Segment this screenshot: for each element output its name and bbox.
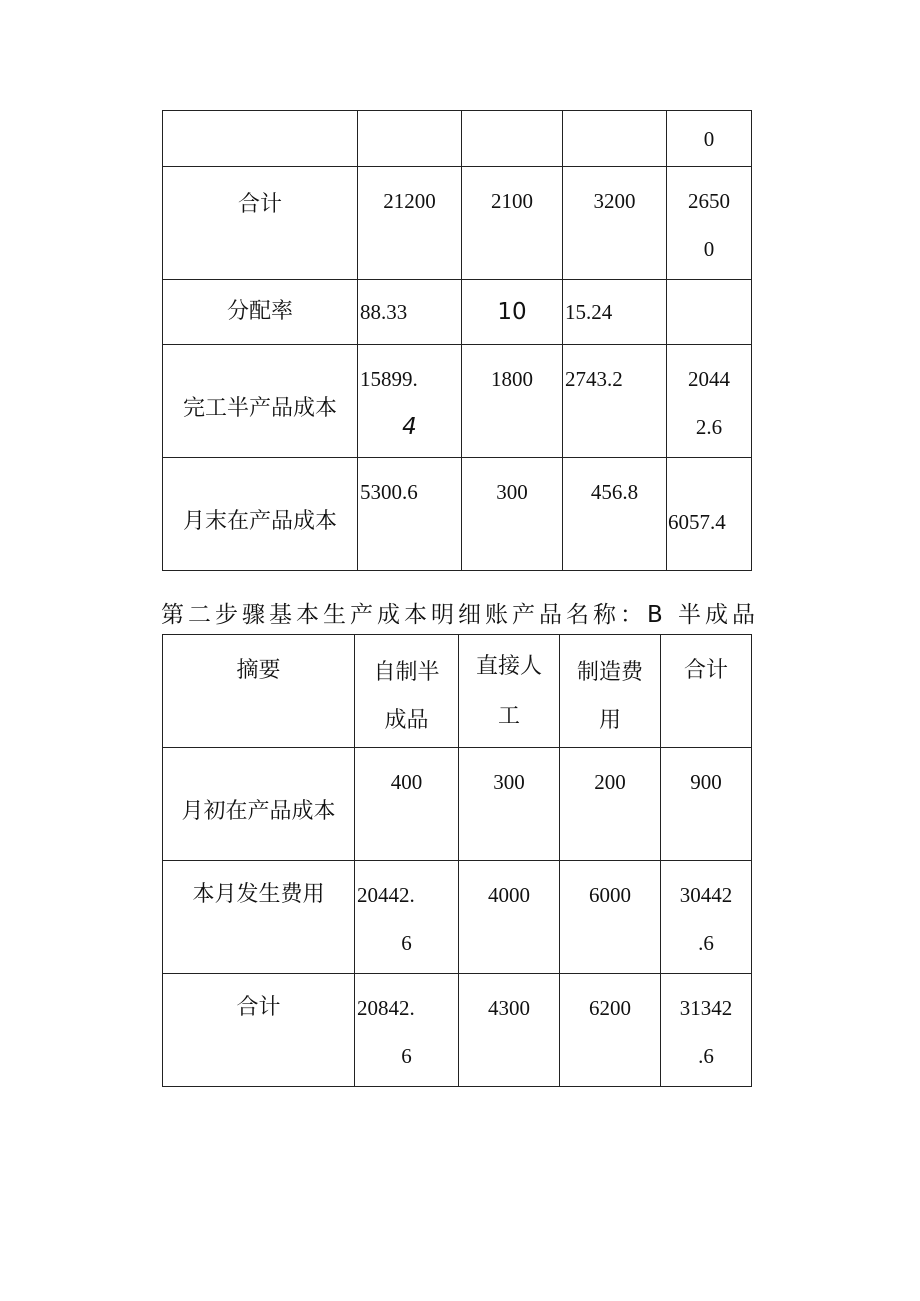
table-header-row <box>163 635 752 748</box>
table-cell: 88.33 <box>358 280 462 345</box>
table-cell: 20442. 6 <box>355 861 459 974</box>
table-cell: 2743.2 <box>563 345 667 458</box>
header-cell: 直接人 工 <box>459 635 560 748</box>
section-caption: 第二步骤基本生产成本明细账产品名称：B 半成品 <box>160 602 760 628</box>
table-cell: 6057.4 <box>667 458 752 571</box>
header-cell: 制造费 用 <box>560 635 661 748</box>
table-cell <box>462 111 563 167</box>
table-cell: 31342 .6 <box>661 974 752 1087</box>
table-cell: 20842. 6 <box>355 974 459 1087</box>
table-cell: 2650 0 <box>667 167 752 280</box>
table-row <box>163 458 752 571</box>
table-cell: 合计 <box>163 167 358 280</box>
table-cell: 6000 <box>560 861 661 974</box>
table-cell: 15.24 <box>563 280 667 345</box>
table-cell: 30442 .6 <box>661 861 752 974</box>
table-cell: 2100 <box>462 167 563 280</box>
cost-table-step2 <box>162 634 752 1087</box>
table-cell: 1800 <box>462 345 563 458</box>
table-row <box>163 974 752 1087</box>
table-row <box>163 111 752 167</box>
table-cell: 合计 <box>163 974 355 1087</box>
table-cell: 456.8 <box>563 458 667 571</box>
table-cell: 300 <box>459 748 560 861</box>
table-cell: 300 <box>462 458 563 571</box>
table-cell: 0 <box>667 111 752 167</box>
table-cell: 2044 2.6 <box>667 345 752 458</box>
table-cell: 5300.6 <box>358 458 462 571</box>
table-cell: 21200 <box>358 167 462 280</box>
table-cell: 4000 <box>459 861 560 974</box>
table-row <box>163 861 752 974</box>
cost-table-step1 <box>162 110 752 571</box>
table-cell: 400 <box>355 748 459 861</box>
table-cell: 月末在产品成本 <box>163 458 358 571</box>
table-cell: 分配率 <box>163 280 358 345</box>
header-cell: 合计 <box>661 635 752 748</box>
table-cell: 200 <box>560 748 661 861</box>
table-cell: 10 <box>462 280 563 345</box>
table-cell: 15899. 4 <box>358 345 462 458</box>
header-cell: 摘要 <box>163 635 355 748</box>
table-cell: 6200 <box>560 974 661 1087</box>
table-row <box>163 748 752 861</box>
table-cell: 完工半产品成本 <box>163 345 358 458</box>
header-cell: 自制半 成品 <box>355 635 459 748</box>
table-row <box>163 167 752 280</box>
table-cell: 900 <box>661 748 752 861</box>
table-cell <box>163 111 358 167</box>
table-cell <box>563 111 667 167</box>
table-row <box>163 345 752 458</box>
table-cell <box>358 111 462 167</box>
table-row <box>163 280 752 345</box>
table-cell: 4300 <box>459 974 560 1087</box>
table-cell: 3200 <box>563 167 667 280</box>
table-cell: 月初在产品成本 <box>163 748 355 861</box>
table-cell: 本月发生费用 <box>163 861 355 974</box>
table-cell <box>667 280 752 345</box>
